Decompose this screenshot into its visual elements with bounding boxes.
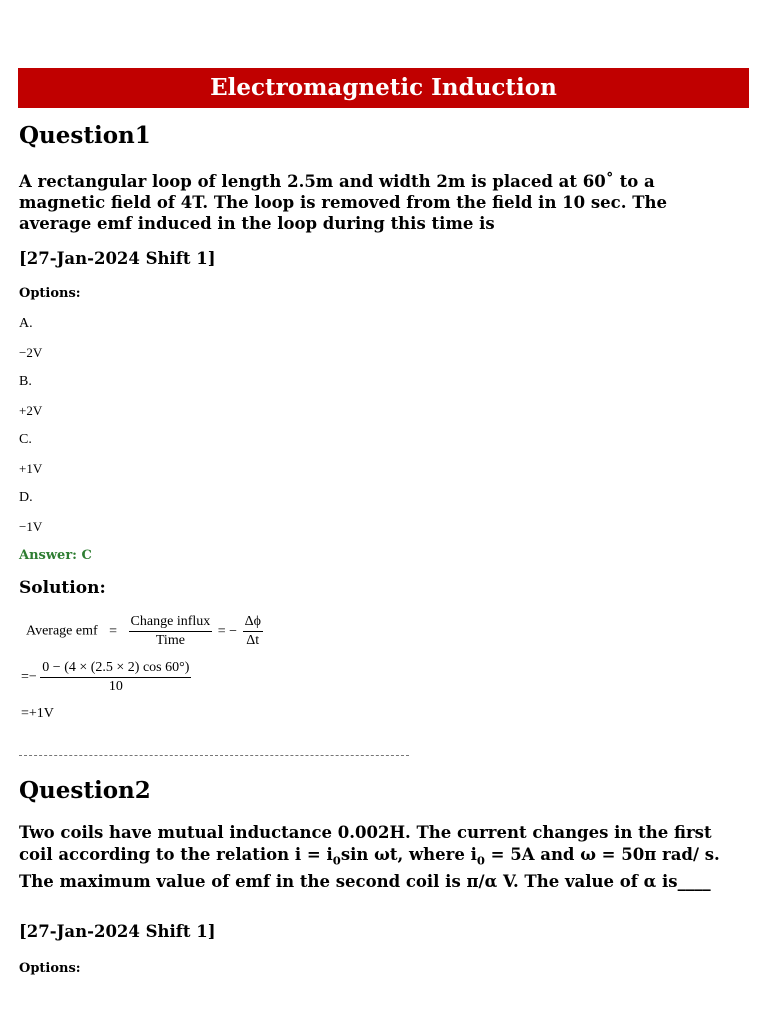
question2-title: Question2 — [19, 777, 151, 804]
question2-text — [19, 822, 739, 893]
option-a-letter: A. — [19, 316, 33, 331]
question1-answer: Answer: C — [19, 548, 92, 563]
fraction-flux-change — [40, 660, 191, 695]
question1-shift: [27-Jan-2024 Shift 1] — [19, 249, 216, 268]
fraction-flux-over-time — [129, 614, 213, 649]
option-c-value: +1V — [19, 461, 43, 476]
question1-solution-label: Solution: — [19, 578, 106, 598]
chapter-title-banner: Electromagnetic Induction — [18, 68, 749, 108]
option-b-value: +2V — [19, 403, 43, 418]
question1-title: Question1 — [19, 122, 151, 149]
solution-equals-minus-2: =− — [21, 669, 37, 685]
solution-lhs: Average emf — [26, 623, 98, 639]
subscript: 0 — [476, 852, 485, 867]
fraction-numerator: Change influx — [129, 614, 213, 632]
option-c-letter: C. — [19, 432, 32, 447]
question1-text: A rectangular loop of length 2.5m and width 2m is placed at 60˚ to a magnetic field of 4T. The loop is removed from the field in 10 sec. The average emf induced in the loop during this time is — [19, 172, 667, 233]
question2-text-part2: sin ωt, where i — [340, 844, 477, 864]
option-d-letter: D. — [19, 490, 33, 505]
question-divider — [19, 755, 409, 756]
question2-text-part3: = 5A and ω = 50π rad/ s. The maximum value of emf in the second coil is π/α V. The value of α is____ — [19, 844, 720, 892]
question1-options-label: Options: — [19, 286, 81, 301]
question2-shift: [27-Jan-2024 Shift 1] — [19, 922, 216, 941]
option-b-letter: B. — [19, 374, 32, 389]
solution-equation-2 — [21, 660, 191, 695]
fraction-denominator: Time — [155, 633, 185, 648]
fraction-dphi-over-dt — [243, 614, 263, 649]
option-a-value: −2V — [19, 345, 43, 360]
option-d-value: −1V — [19, 519, 43, 534]
solution-equation-1 — [26, 614, 263, 649]
solution-equals: = — [109, 623, 118, 639]
solution-equals-minus: = − — [217, 623, 238, 639]
question2-text-part1: Two coils have mutual inductance 0.002H. The current changes in the first coil according to the relation i = i — [19, 823, 712, 864]
solution-result: =+1V — [21, 706, 54, 721]
question2-options-label: Options: — [19, 961, 81, 976]
fraction-numerator: 0 − (4 × (2.5 × 2) cos 60°) — [40, 660, 191, 678]
fraction-denominator: 10 — [108, 679, 123, 694]
fraction-numerator: Δϕ — [243, 614, 263, 632]
fraction-denominator: Δt — [246, 633, 260, 648]
subscript: 0 — [332, 852, 341, 867]
